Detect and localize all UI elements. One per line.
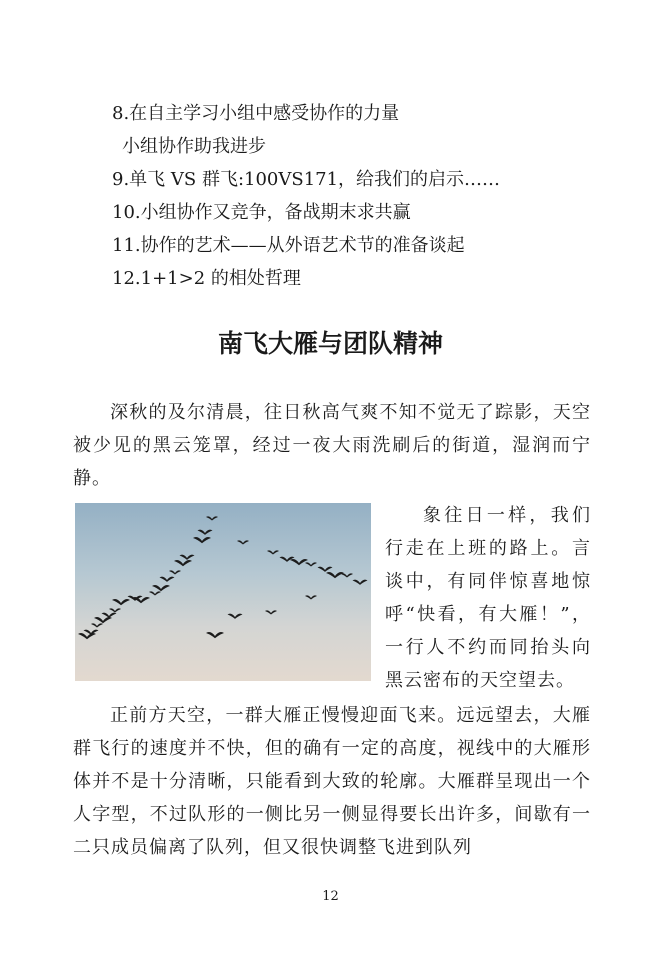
goose-silhouette bbox=[265, 610, 277, 614]
goose-silhouette bbox=[78, 633, 96, 639]
list-item-11: 11.协作的艺术——从外语艺术节的准备谈起 bbox=[112, 235, 465, 256]
goose-silhouette bbox=[169, 570, 181, 574]
goose-silhouette bbox=[267, 550, 279, 554]
goose-silhouette bbox=[193, 537, 211, 543]
list-item-9: 9.单飞 VS 群飞:100VS171，给我们的启示…… bbox=[112, 169, 501, 190]
goose-silhouette bbox=[174, 560, 192, 566]
article-title: 南飞大雁与团队精神 bbox=[217, 329, 443, 358]
body-paragraph: 正前方天空，一群大雁正慢慢迎面飞来。远远望去，大雁群飞行的速度并不快，但的确有一定的高度，视线中的大雁形体并不是十分清晰，只能看到大致的轮廓。大雁群呈现出一个人字型，不过队形的一侧比另一侧显得要长出许多，间歇有一二只成员偏离了队列，但又很快调整飞进到队列 bbox=[73, 705, 591, 858]
list-item-8-sub: 小组协作助我进步 bbox=[122, 136, 266, 157]
goose-silhouette bbox=[160, 577, 175, 582]
goose-silhouette bbox=[112, 599, 130, 605]
goose-silhouette bbox=[198, 530, 213, 535]
goose-silhouette bbox=[206, 516, 218, 520]
goose-silhouette bbox=[318, 567, 333, 572]
goose-silhouette bbox=[94, 617, 112, 623]
goose-silhouette bbox=[341, 573, 353, 577]
list-item-12: 12.1+1>2 的相处哲理 bbox=[112, 268, 301, 289]
flying-geese-image bbox=[75, 503, 371, 681]
goose-silhouette bbox=[91, 623, 103, 627]
goose-silhouette bbox=[290, 559, 308, 565]
image-side-paragraph: 象往日一样，我们行走在上班的路上。言谈中，有同伴惊喜地惊呼“快看，有大雁！”，一行人不约而同抬头向黑云密布的天空望去。 bbox=[385, 505, 591, 691]
goose-silhouette bbox=[228, 614, 243, 619]
goose-silhouette bbox=[152, 585, 170, 591]
goose-silhouette bbox=[326, 572, 344, 578]
goose-silhouette bbox=[149, 591, 161, 595]
intro-paragraph: 深秋的及尔清晨，往日秋高气爽不知不觉无了踪影，天空被少见的黑云笼罩，经过一夜大雨洗刷后的街道，湿润而宁静。 bbox=[73, 402, 591, 489]
goose-silhouette bbox=[109, 608, 121, 612]
geese-photo bbox=[75, 503, 371, 681]
goose-silhouette bbox=[237, 540, 249, 544]
goose-silhouette bbox=[305, 562, 317, 566]
page-number: 12 bbox=[322, 889, 339, 904]
list-item-8: 8.在自主学习小组中感受协作的力量 bbox=[112, 103, 400, 124]
list-item-10: 10.小组协作又竞争，备战期末求共赢 bbox=[112, 202, 411, 223]
goose-silhouette bbox=[206, 632, 224, 638]
goose-silhouette bbox=[353, 580, 368, 585]
goose-silhouette bbox=[305, 595, 317, 599]
goose-silhouette bbox=[180, 555, 195, 560]
